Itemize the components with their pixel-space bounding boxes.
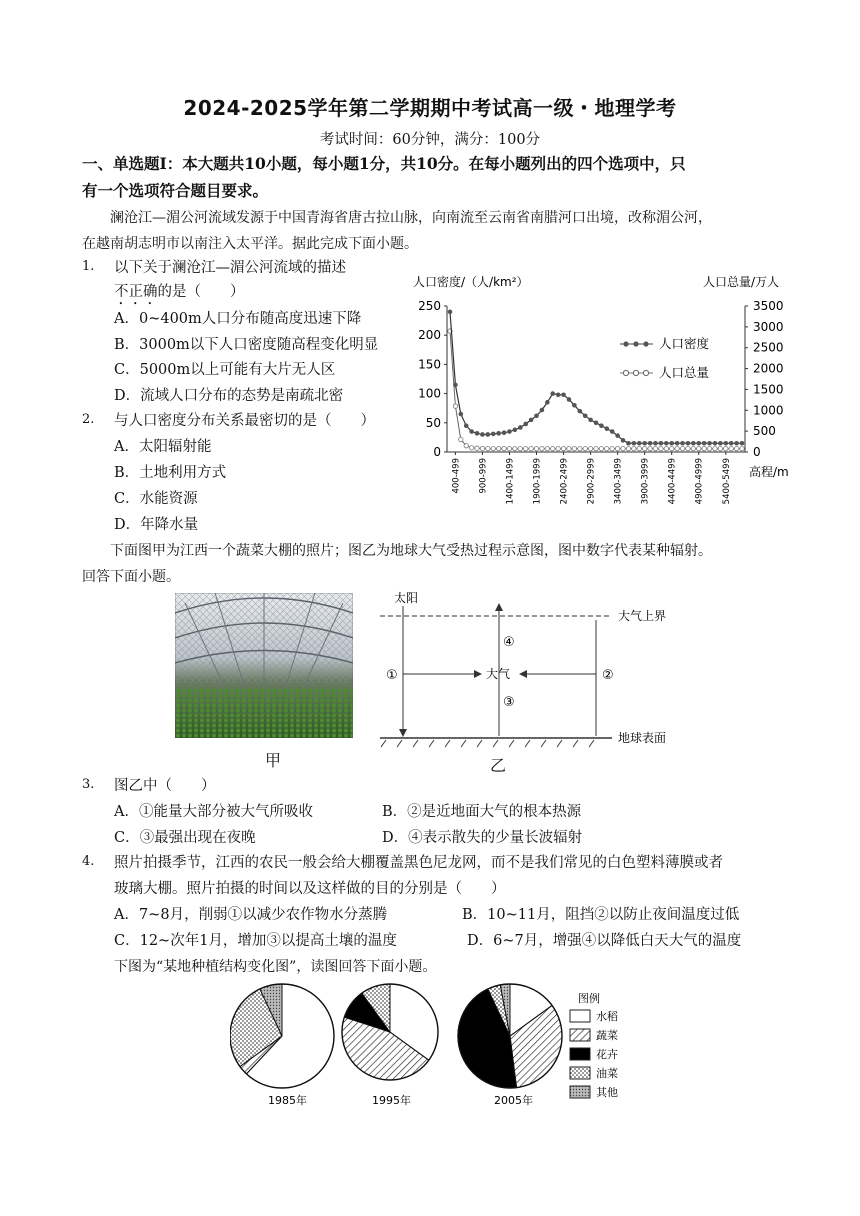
density-point <box>545 400 550 405</box>
legend-other: 其他 <box>596 1086 618 1099</box>
x-tick-label: 1400-1499 <box>505 458 516 505</box>
density-point <box>556 392 561 397</box>
left-ticks <box>418 299 447 459</box>
density-point <box>729 441 734 446</box>
right-tick-label: 3500 <box>753 299 784 313</box>
total-point <box>578 446 582 450</box>
label-4: ④ <box>503 635 515 650</box>
figure-yi-label: 乙 <box>490 756 507 775</box>
total-point <box>605 446 609 450</box>
total-point <box>670 446 674 450</box>
total-point <box>621 446 625 450</box>
density-point <box>713 441 718 446</box>
density-point <box>599 423 604 428</box>
question-1-stem-line2 <box>114 279 245 308</box>
total-point <box>588 446 592 450</box>
total-point <box>724 446 728 450</box>
hatch-mark <box>589 740 594 747</box>
total-point <box>491 446 495 450</box>
total-point <box>664 446 668 450</box>
population-elevation-chart <box>405 262 800 512</box>
density-point <box>453 383 458 388</box>
chart-legend <box>620 336 710 380</box>
legend-density-marker <box>643 341 648 346</box>
total-point <box>545 446 549 450</box>
x-tick-label: 3400-3499 <box>613 458 624 505</box>
legend-rice: 水稻 <box>596 1010 618 1023</box>
right-tick-label: 500 <box>753 424 776 439</box>
density-point <box>583 413 588 418</box>
density-point <box>626 441 631 446</box>
total-point <box>653 446 657 450</box>
legend-density-label: 人口密度 <box>659 336 710 351</box>
question-4-stem-line2: 玻璃大棚。照片拍摄的时间以及这样做的目的分别是（ ） <box>114 881 506 897</box>
pie-year-2005: 2005年 <box>494 1094 533 1107</box>
density-point <box>550 391 555 396</box>
passage-2-line2: 回答下面小题。 <box>82 569 180 585</box>
q4-option-a: A．7~8月，削弱①以减少农作物水分蒸腾 <box>114 907 388 923</box>
x-tick-label: 2900-2999 <box>586 458 597 505</box>
total-point <box>480 446 484 450</box>
total-point <box>729 446 733 450</box>
q2-option-b: B．土地利用方式 <box>114 465 227 481</box>
q1-option-b: B．3000m以下人口密度随高程变化明显 <box>114 337 379 353</box>
pie-legend <box>570 1009 618 1099</box>
total-point <box>561 446 565 450</box>
density-point <box>507 429 512 434</box>
total-point <box>469 446 473 450</box>
density-point <box>664 441 669 446</box>
total-point <box>632 446 636 450</box>
hatch-mark <box>493 740 498 747</box>
label-2: ② <box>602 668 614 683</box>
x-ticks <box>451 452 731 504</box>
right-tick-label: 2500 <box>753 340 784 355</box>
pie-year-1995: 1995年 <box>372 1094 411 1107</box>
density-point <box>469 429 474 434</box>
total-point <box>734 446 738 450</box>
x-tick-label: 3900-3999 <box>640 458 651 505</box>
hatch-mark <box>445 740 450 747</box>
total-point <box>567 446 571 450</box>
total-point <box>642 446 646 450</box>
density-point <box>637 441 642 446</box>
density-point <box>561 392 566 397</box>
q3-option-d: D．④表示散失的少量长波辐射 <box>382 830 583 846</box>
density-point <box>513 428 518 433</box>
density-point <box>642 441 647 446</box>
total-point <box>556 446 560 450</box>
hatch-mark <box>525 740 530 747</box>
total-point <box>513 446 517 450</box>
density-point <box>610 429 615 434</box>
total-point <box>637 446 641 450</box>
pie-1995 <box>342 984 438 1080</box>
passage-3: 下图为“某地种植结构变化图”，读图回答下面小题。 <box>114 959 437 975</box>
density-point <box>523 422 528 427</box>
legend-flower: 花卉 <box>596 1048 618 1061</box>
x-tick-label: 4400-4499 <box>667 458 678 505</box>
hatch-mark <box>477 740 482 747</box>
density-point <box>702 441 707 446</box>
density-point <box>669 441 674 446</box>
label-3: ③ <box>503 695 515 710</box>
density-point <box>648 441 653 446</box>
q3-option-c: C．③最强出现在夜晚 <box>114 830 256 846</box>
exam-info: 考试时间：60分钟，满分：100分 <box>319 132 541 148</box>
right-axis-label: 人口总量/万人 <box>703 275 780 289</box>
density-point <box>718 441 723 446</box>
density-point <box>605 426 610 431</box>
page-title: 2024-2025学年第二学期期中考试高一级・地理学考 <box>183 96 677 120</box>
total-point <box>659 446 663 450</box>
density-point <box>723 441 728 446</box>
question-4-number: 4. <box>82 854 95 869</box>
q3-option-b: B．②是近地面大气的根本热源 <box>382 804 582 820</box>
total-point <box>718 446 722 450</box>
question-3-stem: 图乙中（ ） <box>114 778 216 794</box>
question-2-number: 2. <box>82 412 95 427</box>
total-point <box>486 446 490 450</box>
x-tick-label: 900-999 <box>478 458 489 494</box>
x-tick-label: 5400-5499 <box>721 458 732 505</box>
right-ticks <box>745 299 784 459</box>
hatch-mark <box>381 740 386 747</box>
density-point <box>691 441 696 446</box>
density-point <box>696 441 701 446</box>
hatch-mark <box>397 740 402 747</box>
density-point <box>496 431 501 436</box>
hatch-mark <box>573 740 578 747</box>
q4-option-b: B．10~11月，阻挡②以防止夜间温度过低 <box>462 907 740 923</box>
total-point <box>626 446 630 450</box>
hatch-mark <box>413 740 418 747</box>
total-point <box>691 446 695 450</box>
q2-option-d: D．年降水量 <box>114 517 199 533</box>
total-point <box>507 446 511 450</box>
total-point <box>740 446 744 450</box>
passage-1-line1: 澜沧江—湄公河流域发源于中国青海省唐古拉山脉，向南流至云南省南腊河口出境，改称湄公河， <box>110 210 712 226</box>
density-point <box>502 430 507 435</box>
earth-surface-label: 地球表面 <box>618 731 667 745</box>
hatch-mark <box>429 740 434 747</box>
x-tick-label: 4900-4999 <box>694 458 705 505</box>
figure-jia-label: 甲 <box>265 751 282 770</box>
pie-2005 <box>458 984 562 1088</box>
density-point <box>491 432 496 437</box>
passage-2 <box>82 538 812 590</box>
left-tick-label: 100 <box>418 386 441 401</box>
density-point <box>659 441 664 446</box>
density-point <box>448 310 453 315</box>
atmosphere-label: 大气 <box>486 667 511 681</box>
total-point <box>610 446 614 450</box>
total-point <box>502 446 506 450</box>
question-1-number: 1. <box>82 259 95 274</box>
legend-total-marker <box>643 370 648 375</box>
question-1-stem-tail: 的是（ ） <box>157 284 245 300</box>
planting-structure-pies <box>230 980 650 1110</box>
total-point <box>599 446 603 450</box>
legend-rape: 油菜 <box>596 1067 618 1080</box>
legend-total-marker <box>623 370 628 375</box>
density-point <box>707 441 712 446</box>
density-point <box>529 418 534 423</box>
pie-year-1985: 1985年 <box>268 1094 307 1107</box>
legend-swatch-vegetable <box>570 1029 590 1041</box>
left-tick-label: 200 <box>418 328 441 343</box>
legend-total-label: 人口总量 <box>659 365 710 380</box>
question-3-number: 3. <box>82 777 95 792</box>
legend-density-marker <box>633 341 638 346</box>
total-point <box>540 446 544 450</box>
emphasis-not-correct: 不正确 <box>114 284 158 300</box>
density-point <box>686 441 691 446</box>
total-point <box>594 446 598 450</box>
total-point <box>686 446 690 450</box>
total-point <box>707 446 711 450</box>
density-point <box>486 432 491 437</box>
right-tick-label: 1000 <box>753 403 784 418</box>
right-tick-label: 1500 <box>753 382 784 397</box>
legend-swatch-other <box>570 1086 590 1098</box>
question-4-stem-line1: 照片拍摄季节，江西的农民一般会给大棚覆盖黑色尼龙网，而不是我们常见的白色塑料薄膜或者 <box>114 855 723 871</box>
density-point <box>621 438 626 443</box>
density-point <box>653 441 658 446</box>
x-tick-label: 1900-1999 <box>532 458 543 505</box>
question-2-stem: 与人口密度分布关系最密切的是（ ） <box>114 413 375 429</box>
left-tick-label: 50 <box>425 415 441 430</box>
density-point <box>464 423 469 428</box>
legend-density-marker <box>623 341 628 346</box>
greenhouse-photo <box>175 593 353 738</box>
atmosphere-top-label: 大气上界 <box>618 609 667 623</box>
density-point <box>518 425 523 430</box>
pie-1985 <box>230 984 334 1088</box>
q3-option-a: A．①能量大部分被大气所吸收 <box>114 804 313 820</box>
total-point <box>675 446 679 450</box>
section-heading <box>82 150 792 204</box>
density-point <box>475 431 480 436</box>
left-axis-label: 人口密度/（人/km²） <box>413 275 529 289</box>
legend-total-marker <box>633 370 638 375</box>
density-point <box>480 432 485 437</box>
sun-label: 太阳 <box>394 591 419 605</box>
q2-option-c: C．水能资源 <box>114 491 198 507</box>
passage-2-line1: 下面图甲为江西一个蔬菜大棚的照片；图乙为地球大气受热过程示意图，图中数字代表某种辐射。 <box>110 543 712 559</box>
hatch-mark <box>509 740 514 747</box>
total-point <box>648 446 652 450</box>
density-point <box>588 418 593 423</box>
density-point <box>740 441 745 446</box>
vegetable-rows <box>175 688 353 738</box>
density-point <box>734 441 739 446</box>
section-heading-line1: 一、单选题Ⅰ：本大题共10小题，每小题1分，共10分。在每小题列出的四个选项中，只 <box>82 154 686 173</box>
total-point <box>496 446 500 450</box>
legend-vegetable: 蔬菜 <box>596 1029 618 1042</box>
total-point <box>713 446 717 450</box>
density-point <box>459 412 464 417</box>
legend-swatch-flower <box>570 1048 590 1060</box>
density-point <box>615 433 620 438</box>
passage-1 <box>82 205 802 257</box>
total-point <box>534 446 538 450</box>
q1-option-c: C．5000m以上可能有大片无人区 <box>114 362 336 378</box>
total-point <box>464 444 468 448</box>
x-tick-label: 2400-2499 <box>559 458 570 505</box>
q1-option-a: A．0~400m人口分布随高度迅速下降 <box>114 311 362 327</box>
density-point <box>632 441 637 446</box>
q1-option-d: D．流域人口分布的态势是南疏北密 <box>114 388 344 404</box>
total-point <box>572 446 576 450</box>
density-point <box>572 403 577 408</box>
q4-option-c: C．12~次年1月，增加③以提高土壤的温度 <box>114 933 397 949</box>
total-point <box>524 446 528 450</box>
total-point <box>475 446 479 450</box>
atmosphere-heating-diagram <box>378 590 688 775</box>
q2-option-a: A．太阳辐射能 <box>114 439 212 455</box>
hatch-mark <box>557 740 562 747</box>
section-heading-line2: 有一个选项符合题目要求。 <box>82 181 269 200</box>
total-point <box>697 446 701 450</box>
legend-title: 图例 <box>578 992 600 1005</box>
total-point <box>583 446 587 450</box>
x-axis-label: 高程/m <box>749 465 789 479</box>
density-point <box>540 408 545 413</box>
hatch-mark <box>461 740 466 747</box>
surface-hatching <box>381 740 594 747</box>
density-point <box>675 441 680 446</box>
question-1-stem-line1: 以下关于澜沧江—湄公河流域的描述 <box>114 260 346 276</box>
total-point <box>459 437 463 441</box>
total-point <box>529 446 533 450</box>
left-tick-label: 250 <box>418 299 441 313</box>
legend-swatch-rape <box>570 1067 590 1079</box>
total-point <box>551 446 555 450</box>
density-point <box>594 421 599 426</box>
density-point <box>577 409 582 414</box>
legend-swatch-rice <box>570 1010 590 1022</box>
total-point <box>680 446 684 450</box>
q4-option-d: D．6~7月，增强④以降低白天大气的温度 <box>467 933 742 949</box>
density-point <box>567 397 572 402</box>
density-point <box>534 413 539 418</box>
right-tick-label: 0 <box>753 445 761 459</box>
passage-1-line2: 在越南胡志明市以南注入太平洋。据此完成下面小题。 <box>82 236 418 252</box>
total-point <box>702 446 706 450</box>
x-tick-label: 400-499 <box>451 458 462 494</box>
density-point <box>680 441 685 446</box>
total-point <box>518 446 522 450</box>
label-1: ① <box>386 668 398 683</box>
right-tick-label: 3000 <box>753 319 784 334</box>
total-point <box>453 404 457 408</box>
hatch-mark <box>541 740 546 747</box>
right-tick-label: 2000 <box>753 361 784 376</box>
left-tick-label: 0 <box>433 445 441 459</box>
left-tick-label: 150 <box>418 357 441 372</box>
total-point <box>615 446 619 450</box>
